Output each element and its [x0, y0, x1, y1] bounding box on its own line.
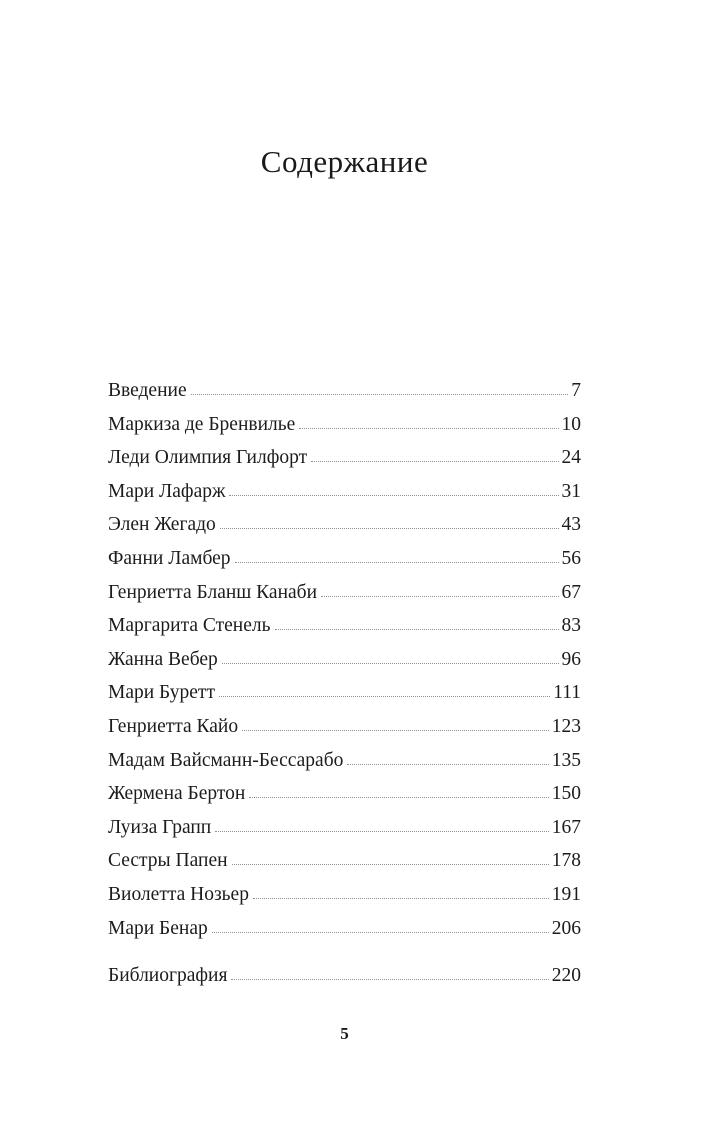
toc-entry-page: 24: [561, 447, 581, 469]
toc-entry: [108, 643, 581, 677]
toc-entry-page: 43: [561, 514, 581, 536]
toc-entry: [108, 576, 581, 610]
toc-entry-title: Жермена Бертон: [108, 783, 246, 805]
toc-entry-title: Мари Лафарж: [108, 480, 226, 502]
toc-entry-title: Маркиза де Бренвилье: [108, 413, 296, 435]
dot-leader: [229, 495, 558, 496]
toc-entry: [108, 374, 581, 408]
toc-entry-title: Мадам Вайсманн-Бессарабо: [108, 749, 344, 771]
toc-entry: [108, 408, 581, 442]
toc-entry-title: Генриетта Кайо: [108, 715, 239, 737]
dot-leader: [347, 764, 548, 765]
toc-entry-page: 150: [551, 783, 581, 805]
toc-entry-title: Жанна Вебер: [108, 648, 218, 670]
toc-entry-page: 7: [571, 380, 581, 401]
dot-leader: [222, 663, 559, 664]
toc-entry-title: Элен Жегадо: [108, 514, 216, 536]
toc-entry: [108, 609, 581, 643]
toc-entry-title: Леди Олимпия Гилфорт: [108, 447, 308, 469]
toc-entry-page: 83: [561, 615, 581, 637]
dot-leader: [231, 979, 548, 980]
toc-entry-page: 123: [551, 715, 581, 737]
toc-entry: [108, 542, 581, 576]
toc-entry: [108, 777, 581, 811]
toc-entry-page: 111: [553, 682, 581, 704]
dot-leader: [219, 696, 550, 697]
toc-entry-page: 10: [561, 413, 581, 435]
toc-entry: [108, 878, 581, 912]
toc-entry: [108, 475, 581, 509]
dot-leader: [220, 528, 559, 529]
dot-leader: [242, 730, 549, 731]
toc-entry-page: 135: [551, 749, 581, 771]
page-title: Содержание: [260, 144, 429, 179]
page-content: [108, 0, 581, 1122]
toc-entry-page: 220: [551, 965, 581, 987]
toc-entry-page: 178: [551, 850, 581, 872]
toc-entry-title: Сестры Папен: [108, 850, 228, 872]
dot-leader: [253, 898, 549, 899]
toc-entry: [108, 710, 581, 744]
toc-entry: [108, 811, 581, 845]
toc-entry-page: 167: [551, 816, 581, 838]
toc-entry-title: Введение: [108, 380, 187, 401]
toc-entry-title: Фанни Ламбер: [108, 547, 231, 569]
toc-entry-page: 56: [561, 547, 581, 569]
toc-entry: [108, 912, 581, 946]
table-of-contents: [108, 374, 581, 993]
dot-leader: [191, 394, 569, 395]
dot-leader: [215, 831, 549, 832]
toc-entry-page: 31: [561, 480, 581, 502]
toc-entry: [108, 844, 581, 878]
dot-leader: [321, 596, 558, 597]
toc-entry-title: Библиография: [108, 965, 228, 987]
toc-entry-title: Виолетта Нозьер: [108, 883, 249, 905]
toc-entry: [108, 744, 581, 778]
toc-entry-page: 191: [551, 883, 581, 905]
dot-leader: [299, 428, 558, 429]
toc-entry-page: 96: [561, 648, 581, 670]
toc-entry-bibliography: [108, 959, 581, 993]
toc-entry-title: Луиза Грапп: [108, 816, 212, 838]
toc-entry-title: Маргарита Стенель: [108, 615, 271, 637]
toc-entry-title: Генриетта Бланш Канаби: [108, 581, 318, 603]
toc-entry-title: Мари Буретт: [108, 682, 215, 704]
toc-entry: [108, 676, 581, 710]
toc-entry: [108, 508, 581, 542]
dot-leader: [249, 797, 548, 798]
dot-leader: [235, 562, 559, 563]
page-number: 5: [340, 1024, 349, 1043]
dot-leader: [275, 629, 559, 630]
toc-entry-title: Мари Бенар: [108, 917, 208, 939]
toc-entry: [108, 441, 581, 475]
dot-leader: [212, 932, 549, 933]
toc-entry-page: 67: [561, 581, 581, 603]
toc-entry-page: 206: [551, 917, 581, 939]
dot-leader: [311, 461, 558, 462]
dot-leader: [232, 864, 549, 865]
